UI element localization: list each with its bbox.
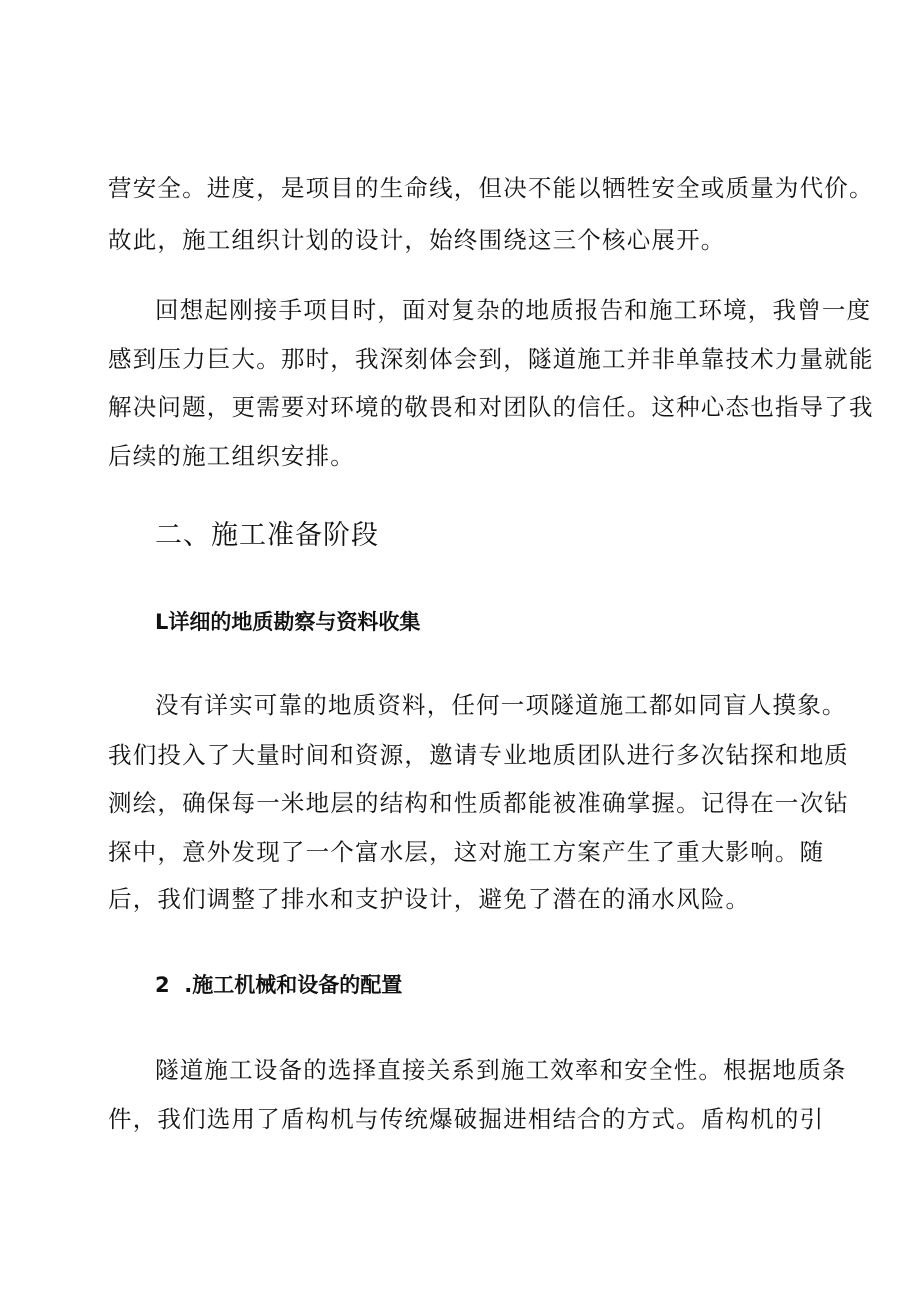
paragraph-line: 故此，施工组织计划的设计，始终围绕这三个核心展开。 — [108, 226, 726, 254]
paragraph-line: 回想起刚接手项目时，面对复杂的地质报告和施工环境，我曾一度 — [155, 296, 872, 324]
paragraph-line: 没有详实可靠的地质资料，任何一项隧道施工都如同盲人摸象。 — [155, 691, 847, 719]
paragraph-line: 我们投入了大量时间和资源，邀请专业地质团队进行多次钻探和地质 — [108, 741, 849, 769]
paragraph-line: 感到压力巨大。那时，我深刻体会到，隧道施工并非单靠技术力量就能 — [108, 345, 874, 373]
paragraph-line: 后续的施工组织安排。 — [108, 442, 355, 470]
paragraph-line: 隧道施工设备的选择直接关系到施工效率和安全性。根据地质条 — [155, 1056, 847, 1084]
paragraph-line: 探中，意外发现了一个富水层，这对施工方案产生了重大影响。随 — [108, 838, 825, 866]
paragraph-line: 后，我们调整了排水和支护设计，避免了潜在的涌水风险。 — [108, 885, 751, 913]
subsection-heading-1: L详细的地质勘察与资料收集 — [155, 610, 421, 634]
section-heading: 二、施工准备阶段 — [155, 520, 379, 551]
paragraph-line: 解决问题，更需要对环境的敬畏和对团队的信任。这种心态也指导了我 — [108, 393, 874, 421]
paragraph-line: 件，我们选用了盾构机与传统爆破掘进相结合的方式。盾构机的引 — [108, 1105, 825, 1133]
paragraph-line: 营安全。进度，是项目的生命线，但决不能以牺牲安全或质量为代价。 — [108, 174, 874, 202]
subsection-heading-2: 2 .施工机械和设备的配置 — [155, 973, 403, 997]
paragraph-line: 测绘，确保每一米地层的结构和性质都能被准确掌握。记得在一次钻 — [108, 789, 849, 817]
